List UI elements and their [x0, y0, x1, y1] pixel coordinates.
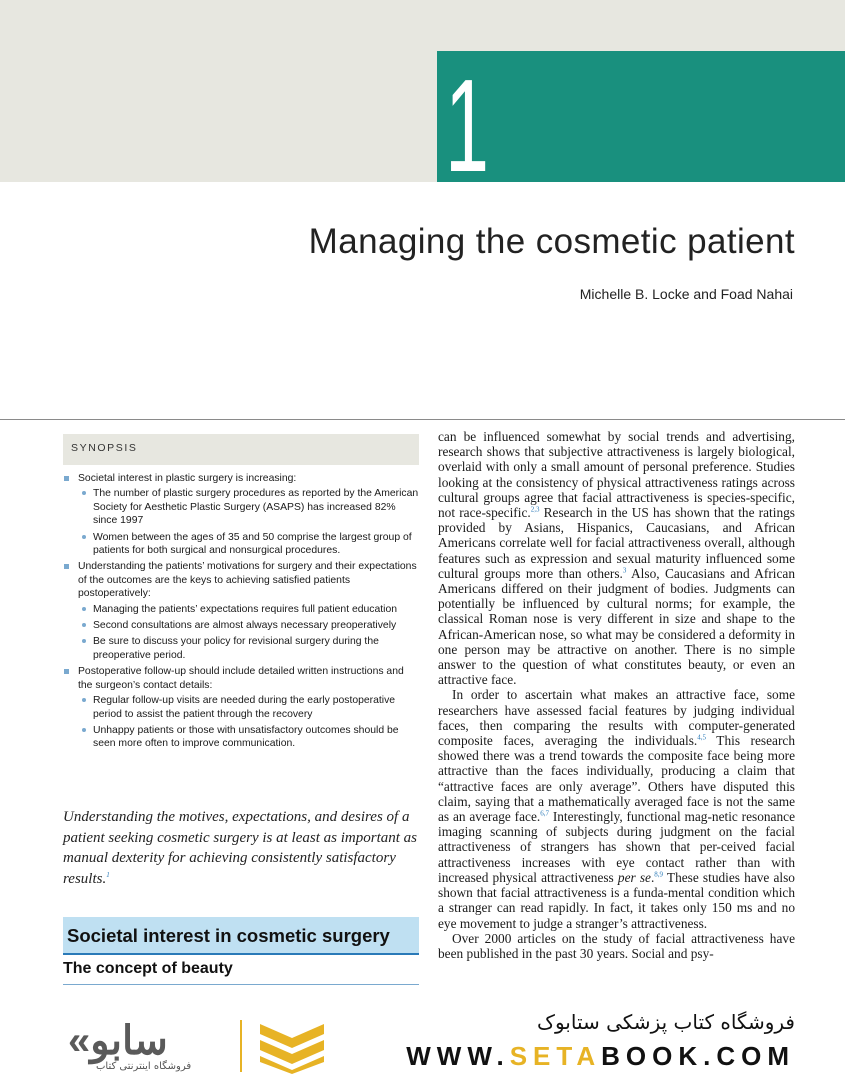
synopsis-item-text: Societal interest in plastic surgery is increasing:: [78, 473, 297, 484]
logo-subtitle: فروشگاه اینترنتی کتاب: [96, 1061, 192, 1072]
citation-link[interactable]: 1: [106, 870, 110, 879]
synopsis-subitem: Second consultations are almost always necessary preoperatively: [78, 619, 421, 632]
store-url[interactable]: WWW.SETABOOK.COM: [406, 1041, 795, 1071]
synopsis-box: [63, 434, 419, 465]
chapter-authors: Michelle B. Locke and Foad Nahai: [579, 286, 793, 302]
synopsis-subitem: Be sure to discuss your policy for revisional surgery during the preoperative period.: [78, 635, 421, 662]
synopsis-subitem: Regular follow-up visits are needed during the early postoperative period to assist the patient through the recovery: [78, 694, 421, 721]
citation-link[interactable]: 2,3: [530, 505, 540, 514]
store-name: فروشگاه کتاب پزشکی ستابوک: [537, 1010, 795, 1034]
synopsis-item-text: Postoperative follow-up should include detailed written instructions and the surgeon’s contact details:: [78, 666, 404, 691]
header-rule: [0, 419, 845, 420]
synopsis-subitem: The number of plastic surgery procedures as reported by the American Society for Aesthetic Plastic Surgery (ASAPS) has increased 82% since 1997: [78, 487, 421, 527]
body-column: [438, 429, 795, 961]
section-heading-text: Societal interest in cosmetic surgery: [67, 925, 390, 946]
chapter-title: Managing the cosmetic patient: [308, 222, 795, 261]
body-paragraph: can be influenced somewhat by social trends and advertising, research shows that subjective attractiveness is largely biological, overlaid with only a small amount of personal preference. Studies looking at the consistency of physical attractiveness ratings across cultural groups agree that facial attractiveness is species-specific, not race-specific.$^{2,3}$ Research in the US has shown that the ratings provided by Asians, Hispanics, Caucasians, and African Americans correlate well for facial attractiveness overall, although features such as expression and sexual maturity influenced some cultural groups more than others.$^3$ Also, Caucasians and African Americans differed on their judgment of bodies. Judgments can potentially be influenced by cultural norms; for example, the classical Roman nose is very different in size and shape to the African-American nose, so what may be considered a deformity in one person may be attractive on another. There is no simple answer to the question of what constitutes beauty, or even an attractive face.: [438, 429, 795, 688]
section-heading: [63, 917, 419, 955]
citation-link[interactable]: 6,7: [540, 809, 549, 818]
chapter-number: 1: [445, 52, 488, 199]
synopsis-item-text: Understanding the patients’ motivations for surgery and their expectations of the outcomes are the keys to achieving satisfied patients postoperatively:: [78, 561, 417, 600]
synopsis-item: [63, 665, 421, 750]
citation-link[interactable]: 3: [622, 566, 627, 575]
book-stack-icon: [256, 1020, 328, 1074]
body-paragraph: Over 2000 articles on the study of facial attractiveness have been published in the past 30 years. Social and psy-: [438, 930, 795, 961]
body-paragraph: In order to ascertain what makes an attractive face, some researchers have assessed facial features by judging individual faces, then comparing the results with computer-generated composite faces, averaging the individuals.$^{4,5}$ This research showed there was a trend towards the composite face being more attractive than the faces individually, producing a claim that “attractive faces are only average”. Others have disputed this claim, saying that a mathematically averaged face is not the same as an average face.$^{6,7}$ Interestingly, functional mag-netic resonance imaging scanning of subjects during judgment on the facial attractiveness of strangers has shown that per-ceived facial attractiveness increases with eye contact rather than with increased physical attractiveness per se.$^{8,9}$ These studies have also shown that facial attractiveness is a funda-mental condition which a stranger can read rapidly. In fact, it takes only 150 ms and no eye movement to judge a stranger’s attractiveness.: [438, 687, 796, 931]
synopsis-item: [63, 472, 421, 557]
synopsis-list: [63, 472, 421, 754]
synopsis-sublist: [78, 603, 421, 663]
subsection-heading: [63, 959, 419, 985]
citation-link[interactable]: 8,9: [654, 870, 664, 879]
subsection-heading-text: The concept of beauty: [63, 960, 233, 977]
synopsis-subitem: Unhappy patients or those with unsatisfactory outcomes should be seen more often to improve communication.: [78, 724, 421, 751]
epigraph-quote: [63, 807, 423, 889]
logo-divider: [240, 1020, 242, 1072]
synopsis-heading: SYNOPSIS: [71, 442, 138, 454]
citation-link[interactable]: 4,5: [697, 733, 707, 742]
synopsis-item: [63, 560, 421, 662]
synopsis-subitem: Managing the patients’ expectations requires full patient education: [78, 603, 421, 616]
synopsis-subitem: Women between the ages of 35 and 50 comprise the largest group of patients for both surgical and nonsurgical procedures.: [78, 531, 421, 558]
synopsis-sublist: [78, 487, 421, 557]
setabook-logo: «سابو: [68, 1019, 168, 1063]
synopsis-sublist: [78, 694, 421, 751]
quote-text: Understanding the motives, expectations, and desires of a patient seeking cosmetic surgery is at least as important as manual dexterity for achieving consistently satisfactory results.: [63, 809, 417, 887]
